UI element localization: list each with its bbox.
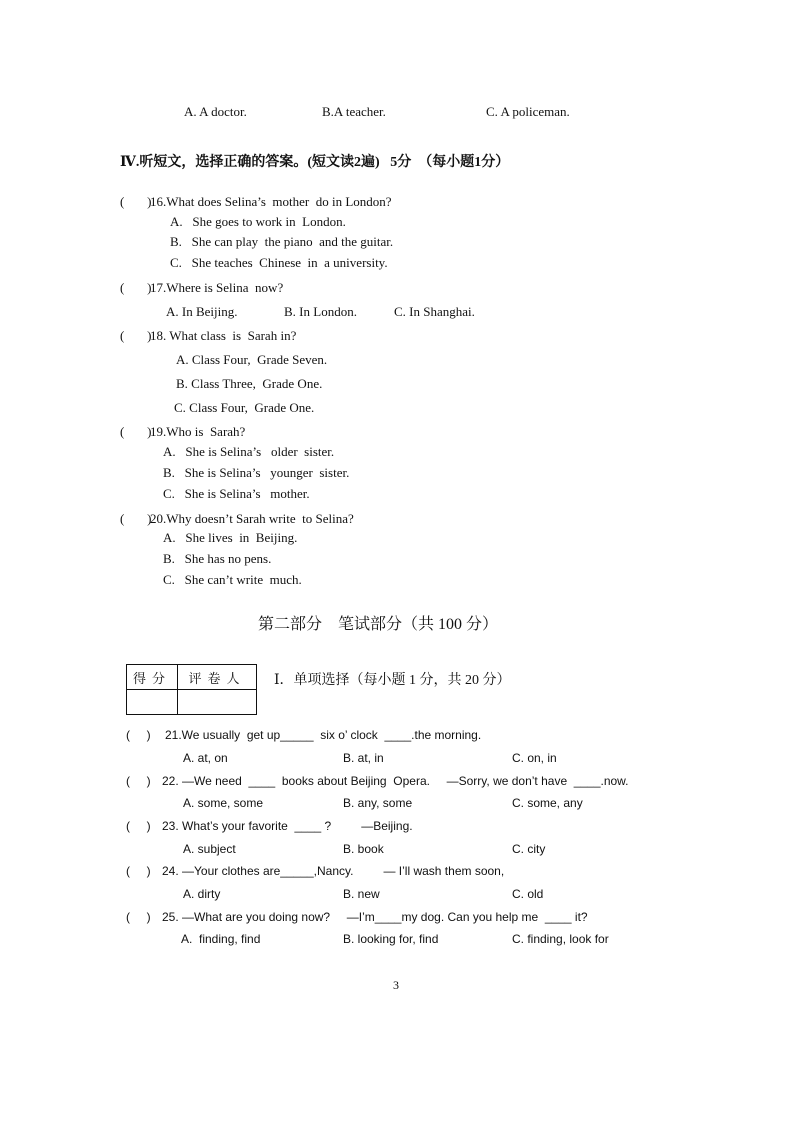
reviewer-label: 评卷人 <box>178 665 257 690</box>
q23-option-c: C. city <box>512 842 546 856</box>
q18-text: 18. What class is Sarah in? <box>150 328 297 343</box>
q20-option-a: A. She lives in Beijing. <box>163 530 298 545</box>
q18-option-b: B. Class Three, Grade One. <box>176 376 323 391</box>
q15-option-c: C. A policeman. <box>486 104 570 119</box>
score-table <box>126 664 257 715</box>
q17-option-c: C. In Shanghai. <box>394 304 475 319</box>
reviewer-cell <box>178 690 257 715</box>
q21-option-b: B. at, in <box>343 751 384 765</box>
q21-text: 21.We usually get up_____ six o’ clock ____.the morning. <box>165 728 482 742</box>
q25-option-a: A. finding, find <box>181 932 261 946</box>
q24-option-b: B. new <box>343 887 380 901</box>
q25-option-c: C. finding, look for <box>512 932 609 946</box>
q20-option-b: B. She has no pens. <box>163 551 272 566</box>
q17-option-b: B. In London. <box>284 304 357 319</box>
q16-option-c: C. She teaches Chinese in a university. <box>170 255 388 270</box>
q24-option-a: A. dirty <box>183 887 221 901</box>
q23-paren: ( ) <box>126 819 151 833</box>
q18-option-c: C. Class Four, Grade One. <box>174 400 315 415</box>
q19-option-a: A. She is Selina’s older sister. <box>163 444 335 459</box>
q15-option-b: B.A teacher. <box>322 104 386 119</box>
q25-option-b: B. looking for, find <box>343 932 439 946</box>
q22-paren: ( ) <box>126 774 151 788</box>
q22-option-a: A. some, some <box>183 796 264 810</box>
score-cell <box>127 690 178 715</box>
section1-heading: Ⅰ．单项选择（每小题 1 分，共 20 分） <box>274 673 511 688</box>
q16-paren: ( ) <box>120 194 152 209</box>
q24-paren: ( ) <box>126 864 151 878</box>
q23-option-b: B. book <box>343 842 384 856</box>
q23-option-a: A. subject <box>183 842 236 856</box>
q22-option-b: B. any, some <box>343 796 413 810</box>
q15-option-a: A. A doctor. <box>184 104 247 119</box>
q21-paren: ( ) <box>126 728 151 742</box>
q18-paren: ( ) <box>120 328 152 343</box>
q19-paren: ( ) <box>120 424 152 439</box>
q22-option-c: C. some, any <box>512 796 583 810</box>
q19-option-b: B. She is Selina’s younger sister. <box>163 465 350 480</box>
q23-text: 23. What’s your favorite ____ ? —Beijing. <box>162 819 413 833</box>
q16-text: 16.What does Selina’s mother do in London? <box>150 194 392 209</box>
q17-text: 17.Where is Selina now? <box>150 280 284 295</box>
score-label: 得分 <box>127 665 178 690</box>
q22-text: 22. —We need ____ books about Beijing Opera. —Sorry, we don’t have ____.now. <box>162 774 629 788</box>
q17-option-a: A. In Beijing. <box>166 304 238 319</box>
q25-paren: ( ) <box>126 910 151 924</box>
q16-option-b: B. She can play the piano and the guitar. <box>170 234 394 249</box>
q25-text: 25. —What are you doing now? —I’m____my dog. Can you help me ____ it? <box>162 910 588 924</box>
q19-option-c: C. She is Selina’s mother. <box>163 486 310 501</box>
q19-text: 19.Who is Sarah? <box>150 424 246 439</box>
q21-option-a: A. at, on <box>183 751 228 765</box>
q18-option-a: A. Class Four, Grade Seven. <box>176 352 328 367</box>
part2-title: 第二部分 笔试部分（共 100 分） <box>258 616 499 633</box>
q20-paren: ( ) <box>120 511 152 526</box>
q21-option-c: C. on, in <box>512 751 557 765</box>
q24-option-c: C. old <box>512 887 544 901</box>
page-number: 3 <box>393 978 399 992</box>
q17-paren: ( ) <box>120 280 152 295</box>
q16-option-a: A. She goes to work in London. <box>170 214 346 229</box>
q24-text: 24. —Your clothes are_____,Nancy. — I’ll wash them soon, <box>162 864 505 878</box>
q20-text: 20.Why doesn’t Sarah write to Selina? <box>150 511 354 526</box>
q20-option-c: C. She can’t write much. <box>163 572 302 587</box>
section4-heading: Ⅳ.听短文，选择正确的答案。(短文读2遍) 5分 （每小题1分） <box>120 155 510 170</box>
